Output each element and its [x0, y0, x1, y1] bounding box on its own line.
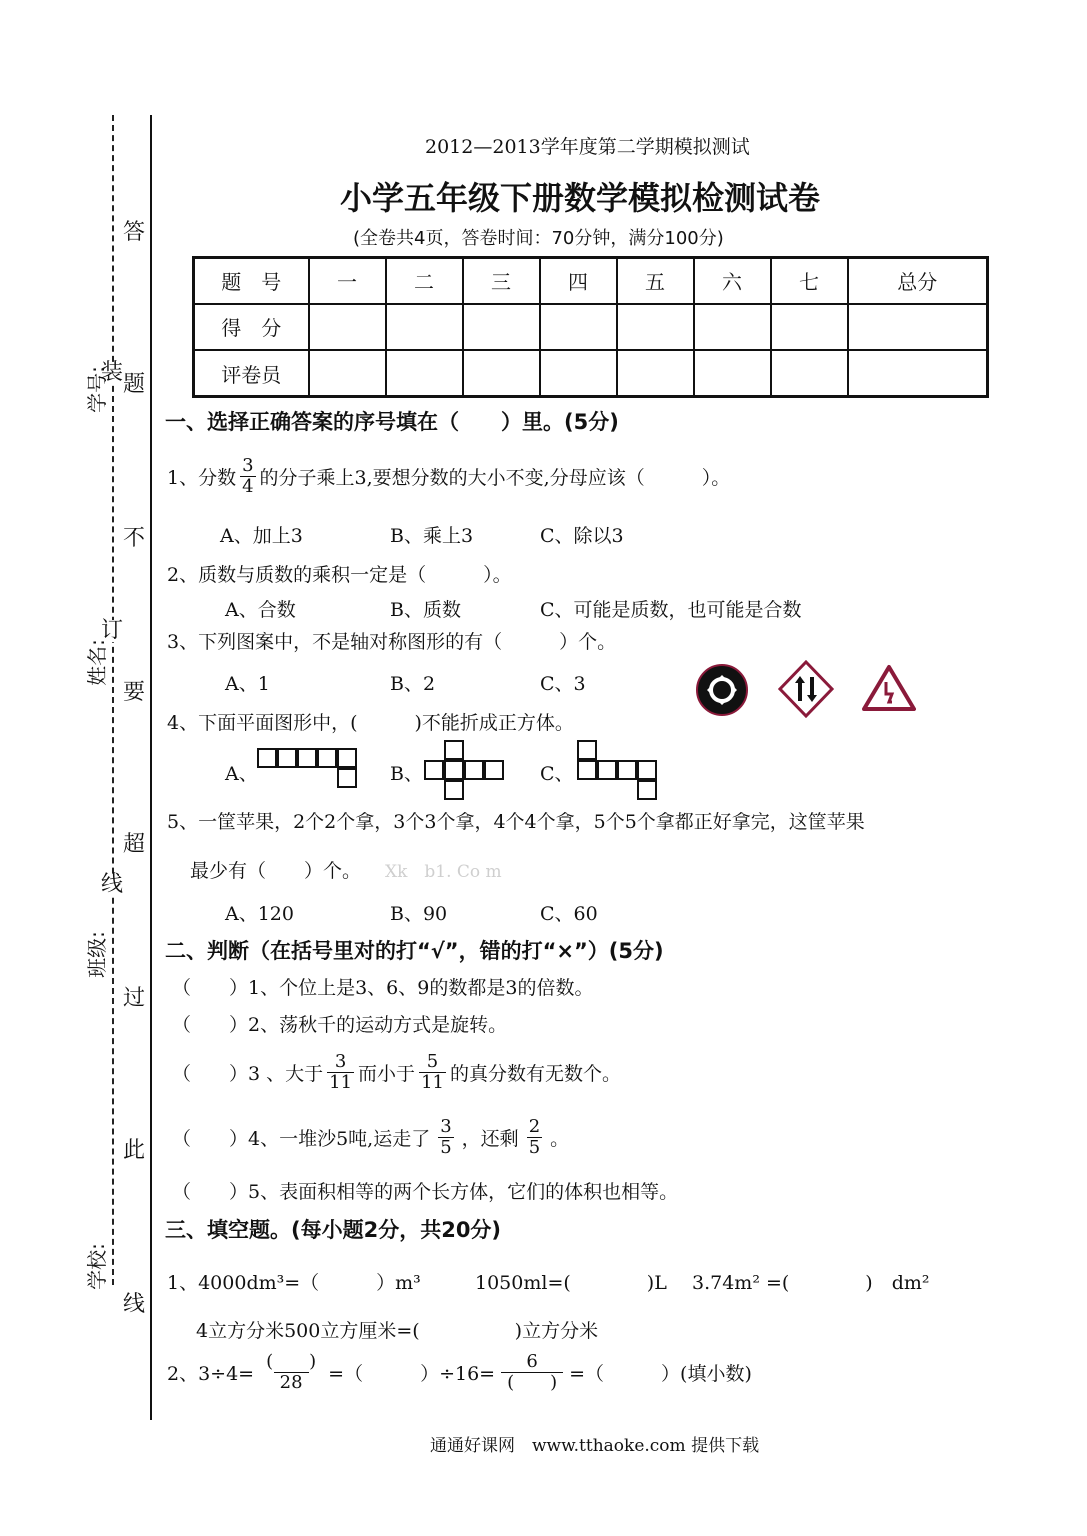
grader-cell[interactable] — [540, 350, 617, 396]
student-id-field: 学号: — [84, 366, 109, 413]
exam-term: 2012—2013学年度第二学期模拟测试 — [425, 136, 750, 158]
fill-item: 4立方分米500立方厘米=( )立方分米 — [196, 1320, 599, 1342]
option: A、加上3 — [220, 525, 303, 547]
option: B、2 — [390, 673, 436, 695]
margin-char: 答 — [123, 220, 146, 245]
judge-item: （ ）5、表面积相等的两个长方体，它们的体积也相等。 — [172, 1181, 679, 1203]
fraction — [527, 1117, 542, 1158]
warning-sign-icon — [862, 664, 916, 712]
question-1-5-cont: 最少有（ ）个。 — [190, 860, 362, 882]
option: C、可能是质数，也可能是合数 — [540, 599, 802, 621]
score-cell[interactable] — [694, 304, 771, 350]
q-text: 的真分数有无数个。 — [449, 1062, 621, 1085]
grader-cell[interactable] — [309, 350, 386, 396]
section-2-title: 二、判断（在括号里对的打“√”，错的打“×”）(5分) — [165, 939, 664, 963]
score-cell[interactable] — [848, 304, 988, 350]
roundabout-sign-icon — [695, 663, 749, 717]
student-name-field: 姓名: — [84, 639, 109, 686]
q-text: （ ）4、一堆沙5吨,运走了 — [172, 1127, 431, 1150]
q-text: （ ）3 、大于 — [172, 1062, 324, 1085]
score-table — [192, 256, 989, 398]
option: A、 — [225, 763, 258, 785]
score-cell[interactable] — [386, 304, 463, 350]
denominator: 28 — [274, 1372, 309, 1393]
numerator: 5 — [426, 1051, 439, 1072]
binding-char: 装 — [101, 360, 124, 385]
q-text: 2、3÷4= — [167, 1362, 255, 1385]
footer-source: 通通好课网 www.tthaoke.com 提供下载 — [430, 1436, 760, 1456]
option: B、乘上3 — [390, 525, 474, 547]
q-text: 1、分数 — [167, 466, 237, 489]
denominator: 5 — [440, 1136, 452, 1158]
header-cell: 六 — [694, 258, 771, 304]
margin-char: 超 — [123, 832, 146, 857]
option: A、1 — [225, 673, 270, 695]
exam-title: 小学五年级下册数学模拟检测试卷 — [340, 179, 821, 217]
header-cell: 四 — [540, 258, 617, 304]
margin-char: 题 — [123, 372, 146, 397]
binding-line — [112, 115, 114, 1285]
question-1-2: 2、质数与质数的乘积一定是（ ）。 — [167, 564, 512, 586]
denominator: 11 — [329, 1071, 353, 1093]
header-cell: 总分 — [848, 258, 988, 304]
binding-char: 订 — [101, 618, 124, 643]
option: C、 — [540, 763, 574, 785]
numerator: 3 — [242, 455, 254, 476]
header-cell: 三 — [463, 258, 540, 304]
fraction — [240, 456, 255, 497]
margin-char: 要 — [123, 680, 146, 705]
fill-item-2 — [167, 1352, 752, 1393]
grader-cell[interactable] — [617, 350, 694, 396]
fraction — [419, 1052, 446, 1093]
score-cell[interactable] — [617, 304, 694, 350]
denominator: 4 — [242, 475, 254, 497]
grader-cell[interactable] — [386, 350, 463, 396]
score-cell[interactable] — [540, 304, 617, 350]
option: A、合数 — [225, 599, 296, 621]
option: C、60 — [540, 903, 598, 925]
judge-item: （ ）2、荡秋千的运动方式是旋转。 — [172, 1014, 508, 1036]
exam-subtitle: (全卷共4页，答卷时间：70分钟，满分100分) — [353, 228, 724, 249]
option: C、3 — [540, 673, 586, 695]
denominator: ( ) — [501, 1372, 563, 1393]
margin-char: 线 — [123, 1292, 146, 1317]
q-text: 。 — [550, 1127, 570, 1150]
grader-cell[interactable] — [463, 350, 540, 396]
header-cell: 五 — [617, 258, 694, 304]
grader-cell[interactable] — [694, 350, 771, 396]
q-text: 的分子乘上3,要想分数的大小不变,分母应该（ ）。 — [259, 466, 731, 489]
section-3-title: 三、填空题。(每小题2分，共20分) — [165, 1218, 502, 1242]
question-1-4: 4、下面平面图形中，( )不能折成正方体。 — [167, 712, 574, 734]
judge-item-4 — [172, 1117, 569, 1158]
fraction — [438, 1117, 453, 1158]
score-cell[interactable] — [771, 304, 848, 350]
denominator: 11 — [421, 1071, 444, 1093]
fill-item: 1050ml=( )L — [475, 1272, 667, 1294]
grader-cell[interactable] — [848, 350, 988, 396]
numerator: 3 — [440, 1116, 452, 1137]
header-cell: 一 — [309, 258, 386, 304]
option: B、 — [390, 763, 423, 785]
option: A、120 — [225, 903, 294, 925]
watermark: Xk b1. Co m — [385, 862, 502, 882]
numerator: ( ) — [266, 1351, 317, 1372]
header-cell: 七 — [771, 258, 848, 304]
fill-item: 3.74m² =( ) dm² — [692, 1272, 930, 1294]
question-1-5: 5、一筐苹果，2个2个拿，3个3个拿，4个4个拿，5个5个拿都正好拿完，这筐苹果 — [167, 811, 865, 833]
numerator: 2 — [528, 1116, 541, 1137]
q-text: 而小于 — [358, 1062, 416, 1085]
grader-cell[interactable] — [771, 350, 848, 396]
fill-item: 1、4000dm³=（ ）m³ — [167, 1272, 421, 1294]
school-field: 学校: — [84, 1243, 109, 1290]
option: B、90 — [390, 903, 448, 925]
q-text: =（ ）(填小数) — [569, 1362, 752, 1385]
question-1-3: 3、下列图案中，不是轴对称图形的有（ ）个。 — [167, 631, 617, 653]
row-label: 评卷员 — [194, 350, 309, 396]
option: B、质数 — [390, 599, 461, 621]
score-cell[interactable] — [309, 304, 386, 350]
fraction — [327, 1052, 354, 1093]
option: C、除以3 — [540, 525, 624, 547]
fraction — [260, 1352, 322, 1393]
margin-char: 过 — [123, 986, 146, 1011]
row-label: 得 分 — [194, 304, 309, 350]
class-field: 班级: — [84, 931, 109, 978]
margin-char: 不 — [123, 526, 146, 551]
judge-item: （ ）1、个位上是3、6、9的数都是3的倍数。 — [172, 977, 594, 999]
margin-border — [150, 115, 152, 1420]
score-cell[interactable] — [463, 304, 540, 350]
denominator: 5 — [528, 1136, 541, 1158]
q-text: =（ ）÷16= — [328, 1362, 496, 1385]
question-1-1 — [167, 456, 730, 497]
numerator: 6 — [526, 1351, 538, 1372]
section-1-title: 一、选择正确答案的序号填在（ ）里。(5分) — [165, 410, 619, 434]
margin-char: 此 — [123, 1138, 146, 1163]
two-way-traffic-sign-icon — [778, 660, 834, 718]
numerator: 3 — [334, 1051, 347, 1072]
fraction — [501, 1352, 563, 1393]
header-cell: 题 号 — [194, 258, 309, 304]
judge-item-3 — [172, 1052, 621, 1093]
q-text: ，还剩 — [461, 1127, 519, 1150]
header-cell: 二 — [386, 258, 463, 304]
binding-char: 线 — [101, 872, 124, 897]
